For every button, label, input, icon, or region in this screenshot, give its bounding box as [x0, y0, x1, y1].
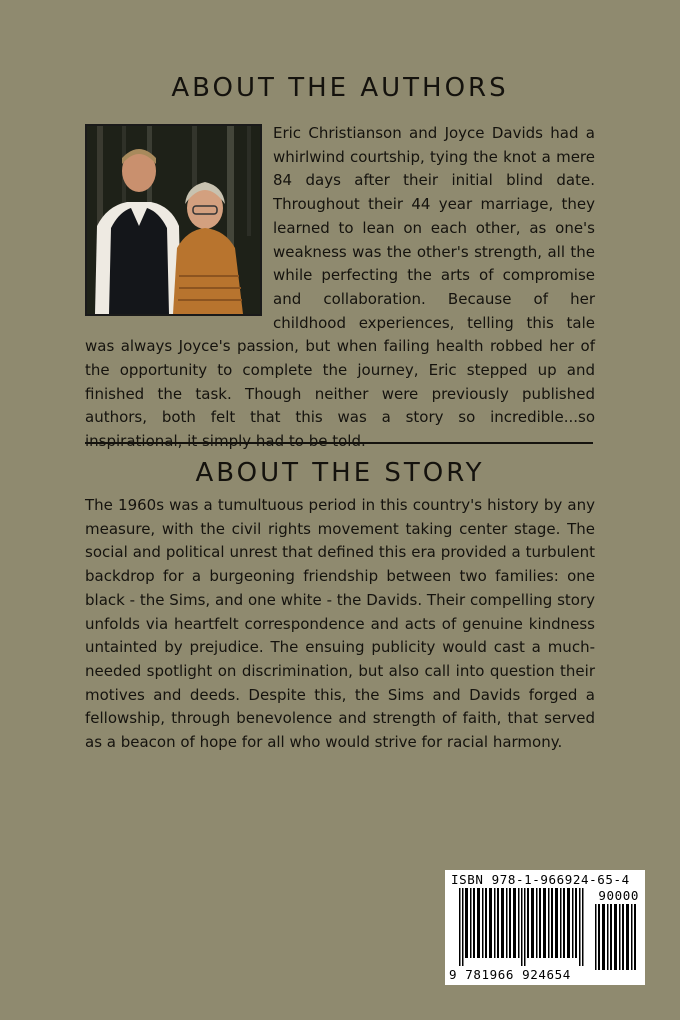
section-divider [85, 442, 593, 444]
authors-paragraph: Eric Christianson and Joyce Davids had a whirlwind courtship, tying the knot a mere 84 days after their initial blind date. Throughout their 44 year marriage, they learned to lean on each other, as one's weakness was the other's strength, all the while perfecting the arts of compromise and collaboration. Because of her childhood experiences, telling this tale was always Joyce's passion, but when failing health robbed her of the opportunity to complete the journey, Eric stepped up and finished the task. Though neither were previously published authors, both felt that this was a story so incredible...so inspirational, it simply had to be told. [85, 124, 595, 451]
barcode-bars [459, 888, 589, 966]
ean-number: 9 781966 924654 [449, 967, 571, 982]
addon-bars [595, 904, 637, 970]
isbn-number: ISBN 978-1-966924-65-4 [451, 872, 630, 887]
isbn-barcode [445, 870, 645, 985]
story-text: The 1960s was a tumultuous period in this country's history by any measure, with the civil rights movement taking center stage. The social and political unrest that defined this era provided a turbulent backdrop for a burgeoning friendship between two families: one black - the Sims, and one white - the Davids. Their compelling story unfolds via heartfelt correspondence and acts of genuine kindness untainted by prejudice. The ensuing publicity would cast a much-needed spotlight on discrimination, but also call into question their motives and deeds. Despite this, the Sims and Davids forged a fellowship, through benevolence and strength of faith, that served as a beacon of hope for all who would strive for racial harmony. [85, 496, 595, 752]
price-addon: 90000 [598, 888, 639, 903]
story-heading: ABOUT THE STORY [195, 458, 485, 488]
authors-heading: ABOUT THE AUTHORS [171, 73, 509, 103]
authors-text [85, 122, 595, 454]
